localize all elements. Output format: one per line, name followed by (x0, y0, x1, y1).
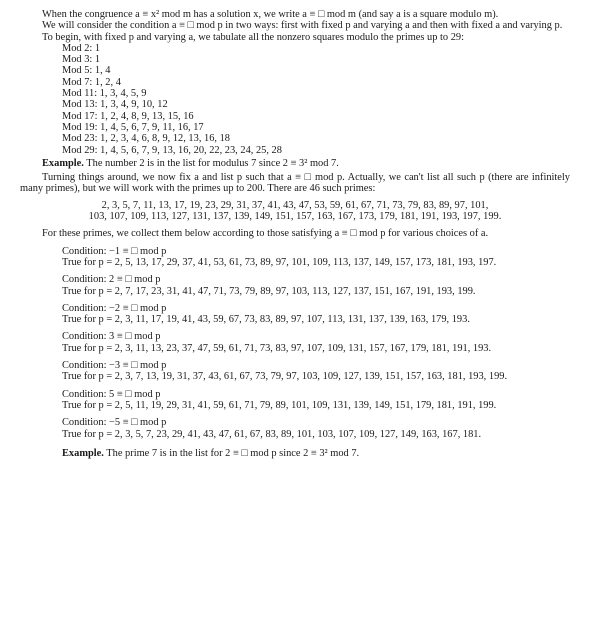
intro-paragraph-1: When the congruence a ≡ x² mod m has a solution x, we write a ≡ □ mod m (and say a is a square modulo m). (42, 9, 499, 20)
condition-primes: True for p = 2, 3, 11, 13, 23, 37, 47, 59, 61, 71, 73, 83, 97, 107, 109, 131, 157, 167, 179, 181, 191, 193. (62, 342, 492, 354)
squares-row: Mod 3: 1 (62, 54, 101, 66)
conditions-list (20, 246, 570, 440)
condition-primes: True for p = 2, 3, 5, 7, 23, 29, 41, 43, 47, 61, 67, 83, 89, 101, 103, 107, 109, 127, 149, 163, 167, 181. (62, 428, 482, 440)
condition-label: Condition: 5 ≡ □ mod p (62, 388, 161, 400)
condition-primes: True for p = 2, 5, 13, 17, 29, 37, 41, 53, 61, 73, 89, 97, 101, 109, 113, 137, 149, 157, 173, 181, 193, 197. (62, 256, 497, 268)
example-2-text: The prime 7 is in the list for 2 ≡ □ mod p since 2 ≡ 3² mod 7. (106, 447, 360, 459)
squares-table (62, 43, 570, 156)
example-1 (20, 158, 570, 169)
condition-label: Condition: −5 ≡ □ mod p (62, 417, 167, 429)
squares-row: Mod 29: 1, 4, 5, 6, 7, 9, 13, 16, 20, 22, 23, 24, 25, 28 (62, 144, 282, 156)
squares-row: Mod 11: 1, 3, 4, 5, 9 (62, 88, 147, 100)
squares-row: Mod 7: 1, 2, 4 (62, 76, 121, 88)
example-2 (62, 448, 570, 459)
squares-row: Mod 13: 1, 3, 4, 9, 10, 12 (62, 99, 168, 111)
squares-row: Mod 5: 1, 4 (62, 65, 111, 77)
primes-list (20, 200, 570, 223)
condition-primes: True for p = 2, 5, 11, 19, 29, 31, 41, 59, 61, 71, 79, 89, 101, 109, 131, 139, 149, 151, 179, 181, 191, 199. (62, 399, 497, 411)
squares-row: Mod 17: 1, 2, 4, 8, 9, 13, 15, 16 (62, 110, 194, 122)
squares-row: Mod 23: 1, 2, 3, 4, 6, 8, 9, 12, 13, 16, 18 (62, 133, 230, 145)
primes-line-2: 103, 107, 109, 113, 127, 131, 137, 139, 149, 151, 157, 163, 167, 173, 179, 181, 191, 193, 197, 199. (88, 211, 502, 223)
intro-paragraph-3: To begin, with fixed p and varying a, we tabulate all the nonzero squares modulo the primes up to 29: (42, 31, 465, 43)
condition-label: Condition: −2 ≡ □ mod p (62, 302, 167, 314)
condition-primes: True for p = 2, 7, 17, 23, 31, 41, 47, 71, 73, 79, 89, 97, 103, 113, 127, 137, 151, 167, 191, 193, 199. (62, 285, 476, 297)
condition-label: Condition: −3 ≡ □ mod p (62, 360, 167, 372)
collect-paragraph: For these primes, we collect them below according to those satisfying a ≡ □ mod p for various choices of a. (42, 228, 489, 240)
primes-line-1: 2, 3, 5, 7, 11, 13, 17, 19, 23, 29, 31, 37, 41, 43, 47, 53, 59, 61, 67, 71, 73, 79, 83, 89, 97, 101, (101, 199, 489, 211)
condition-primes: True for p = 2, 3, 7, 13, 19, 31, 37, 43, 61, 67, 73, 79, 97, 103, 109, 127, 139, 151, 157, 163, 181, 193, 199. (62, 371, 508, 383)
example-1-text: The number 2 is in the list for modulus 7 since 2 ≡ 3² mod 7. (86, 157, 339, 169)
example-1-label: Example. (42, 157, 84, 169)
squares-row: Mod 2: 1 (62, 42, 101, 54)
intro-paragraph-2: We will consider the condition a ≡ □ mod p in two ways: first with fixed p and varying a and then with fixed a and varying p. (42, 20, 563, 32)
squares-row: Mod 19: 1, 4, 5, 6, 7, 9, 11, 16, 17 (62, 121, 204, 133)
turning-paragraph: Turning things around, we now fix a and list p such that a ≡ □ mod p. Actually, we can't list all such p (there are infinitely many primes), but we will work with the primes up to 200. There are 46 such primes: (20, 172, 570, 195)
condition-primes: True for p = 2, 3, 11, 17, 19, 41, 43, 59, 67, 73, 83, 89, 97, 107, 113, 131, 137, 139, 163, 179, 193. (62, 314, 470, 326)
condition-label: Condition: −1 ≡ □ mod p (62, 245, 167, 257)
condition-label: Condition: 2 ≡ □ mod p (62, 274, 161, 286)
example-2-label: Example. (62, 447, 104, 459)
condition-label: Condition: 3 ≡ □ mod p (62, 331, 161, 343)
